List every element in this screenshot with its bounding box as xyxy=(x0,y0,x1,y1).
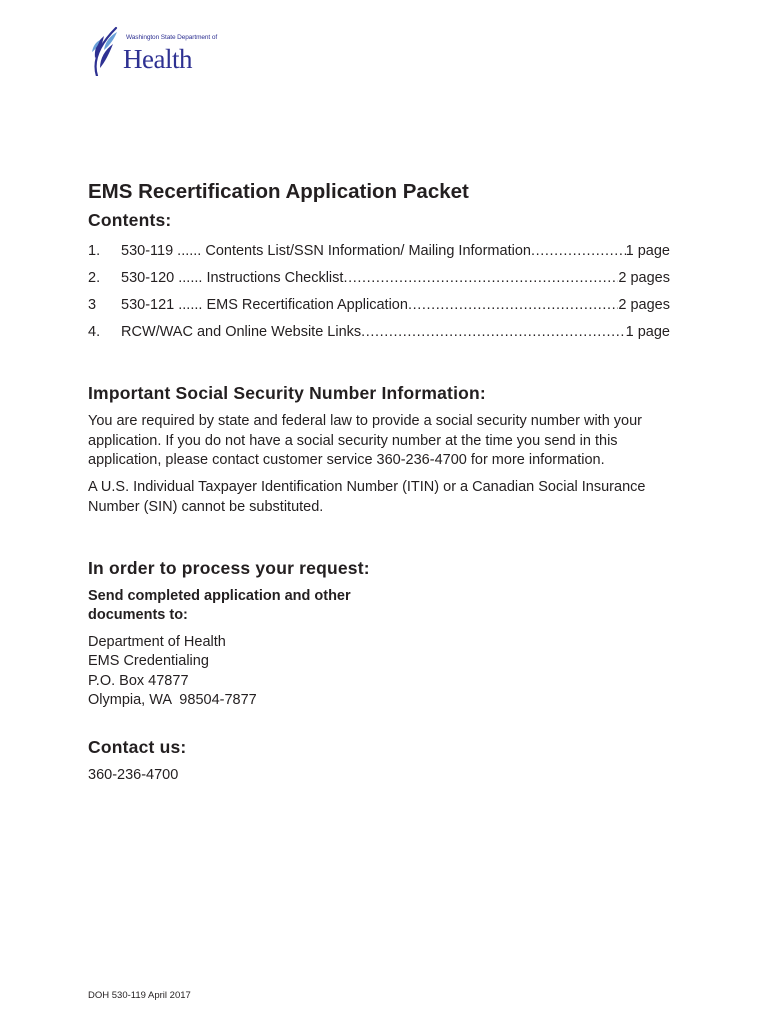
contact-heading: Contact us: xyxy=(88,737,187,757)
dot-leader xyxy=(531,241,626,261)
contents-item-number: 4. xyxy=(88,324,101,340)
contents-item-text: 530-120 ...... Instructions Checklist xyxy=(121,270,344,286)
form-footer: DOH 530-119 April 2017 xyxy=(88,990,191,1001)
contents-item-pages: 1 page xyxy=(625,243,670,259)
contents-item-text: 530-121 ...... EMS Recertification Application xyxy=(121,297,408,313)
contact-phone: 360-236-4700 xyxy=(88,767,179,783)
doh-logo-mark-icon xyxy=(90,24,120,76)
contents-list xyxy=(88,241,670,349)
logo-agency-text: Washington State Department of xyxy=(126,34,218,41)
ssn-heading: Important Social Security Number Information: xyxy=(88,383,486,403)
contents-item xyxy=(88,241,670,268)
contents-item-text: 530-119 ...... Contents List/SSN Information/ Mailing Information xyxy=(121,243,531,259)
contents-item xyxy=(88,295,670,322)
process-heading: In order to process your request: xyxy=(88,558,370,578)
contents-item-number: 1. xyxy=(88,243,101,259)
logo-health-text: Health xyxy=(123,44,192,74)
dot-leader xyxy=(408,295,618,315)
contents-item-number: 2. xyxy=(88,270,101,286)
contents-item-number: 3 xyxy=(88,297,97,313)
dot-leader xyxy=(343,268,618,288)
mailing-address xyxy=(88,633,257,710)
ssn-paragraph: You are required by state and federal law to provide a social security number with your application. If you do not have a social security number at the time you send in this application, please contact customer service 360-236-4700 for more information. xyxy=(88,413,642,468)
send-instructions-label: Send completed application and other documents to: xyxy=(88,588,351,623)
dot-leader xyxy=(361,322,626,342)
doh-logo xyxy=(90,22,218,78)
address-line: Olympia, WA 98504-7877 xyxy=(88,691,257,708)
contents-item-text: RCW/WAC and Online Website Links xyxy=(121,324,362,340)
address-line: Department of Health xyxy=(88,634,226,650)
contents-item xyxy=(88,268,670,295)
document-title: EMS Recertification Application Packet xyxy=(88,180,469,203)
address-line: P.O. Box 47877 xyxy=(88,672,189,689)
contents-item-pages: 2 pages xyxy=(618,270,670,286)
itin-paragraph: A U.S. Individual Taxpayer Identification Number (ITIN) or a Canadian Social Insurance Number (SIN) cannot be substituted. xyxy=(88,479,646,515)
contents-item-pages: 2 pages xyxy=(618,297,670,313)
address-line: EMS Credentialing xyxy=(88,653,209,670)
contents-item xyxy=(88,322,670,349)
contents-item-pages: 1 page xyxy=(625,324,670,340)
contents-heading: Contents: xyxy=(88,210,172,230)
